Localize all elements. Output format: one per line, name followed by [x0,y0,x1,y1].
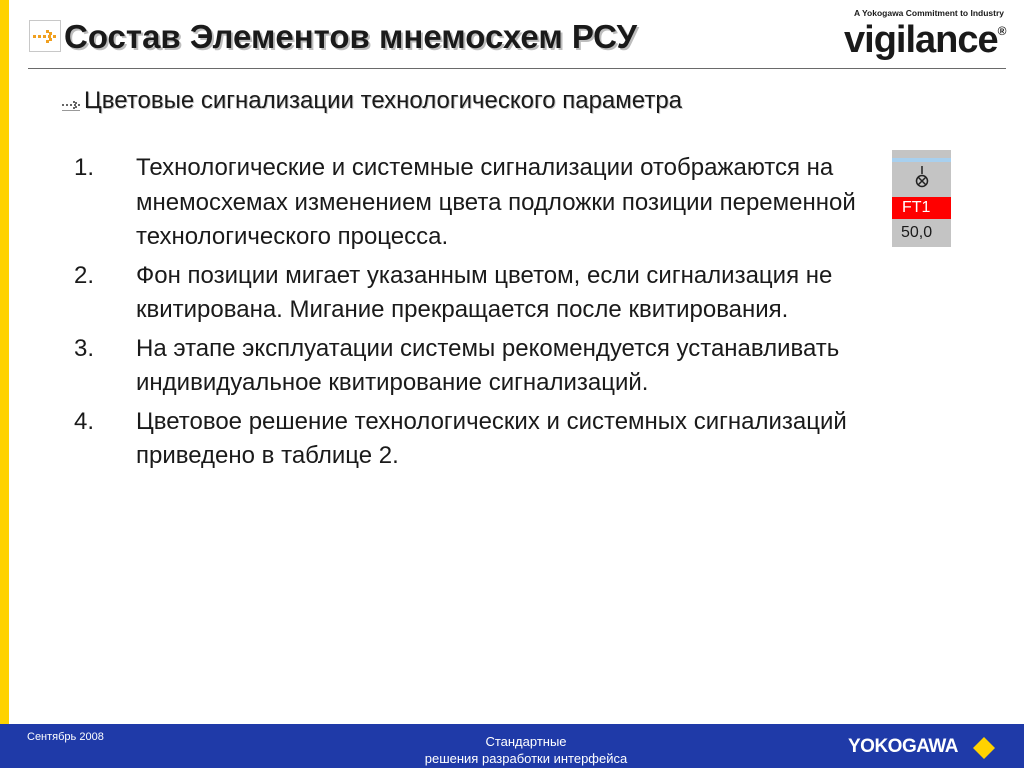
item-text: Цветовое решение технологических и системных сигнализаций приведено в таблице 2. [136,407,847,469]
points-list [74,151,874,478]
footer-bar [0,724,1024,768]
brand-name: vigilance [844,19,998,61]
small-arrow-bullet-icon [62,98,82,112]
accent-stripe [0,0,9,724]
item-number: 2. [74,261,95,289]
registered-mark: ® [997,24,1006,38]
flow-transmitter-icon [912,166,932,192]
tag-process-line [892,158,951,162]
item-text: На этапе эксплуатации системы рекомендуется устанавливать индивидуальное квитирование сигнализаций. [136,334,840,396]
tag-name-alarm: FT1 [892,197,951,219]
vigilance-logo [842,8,1012,66]
arrow-bullet-icon [29,20,61,52]
page-title: Состав Элементов мнемосхем РСУ [64,18,638,55]
list-item [74,259,874,328]
section-subtitle: Цветовые сигнализации технологического параметра [84,87,683,114]
process-tag-widget [892,150,951,247]
item-text: Фон позиции мигает указанным цветом, если сигнализация не квитирована. Мигание прекращается после квитирования. [136,261,833,323]
item-number: 3. [74,334,95,362]
yokogawa-logo-text: YOKOGAWA [848,736,959,757]
item-number: 4. [74,407,95,435]
title-divider [28,68,1006,69]
brand-tagline: A Yokogawa Commitment to Industry [853,8,1004,18]
footer-caption-line: решения разработки интерфейса [424,751,628,766]
tag-value: 50,0 [901,224,933,241]
item-number: 1. [74,154,95,181]
item-text: Технологические и системные сигнализации отображаются на мнемосхемах изменением цвета подложки позиции переменной технологического процесса. [136,154,856,250]
yokogawa-diamond-icon [972,736,996,760]
footer-caption [340,733,712,767]
footer-date: Сентябрь 2008 [27,731,104,743]
footer-caption-line: Стандартные [485,734,567,749]
brand-wordmark [844,19,1005,62]
list-item [74,151,874,255]
list-item [74,332,874,401]
list-item [74,405,874,474]
